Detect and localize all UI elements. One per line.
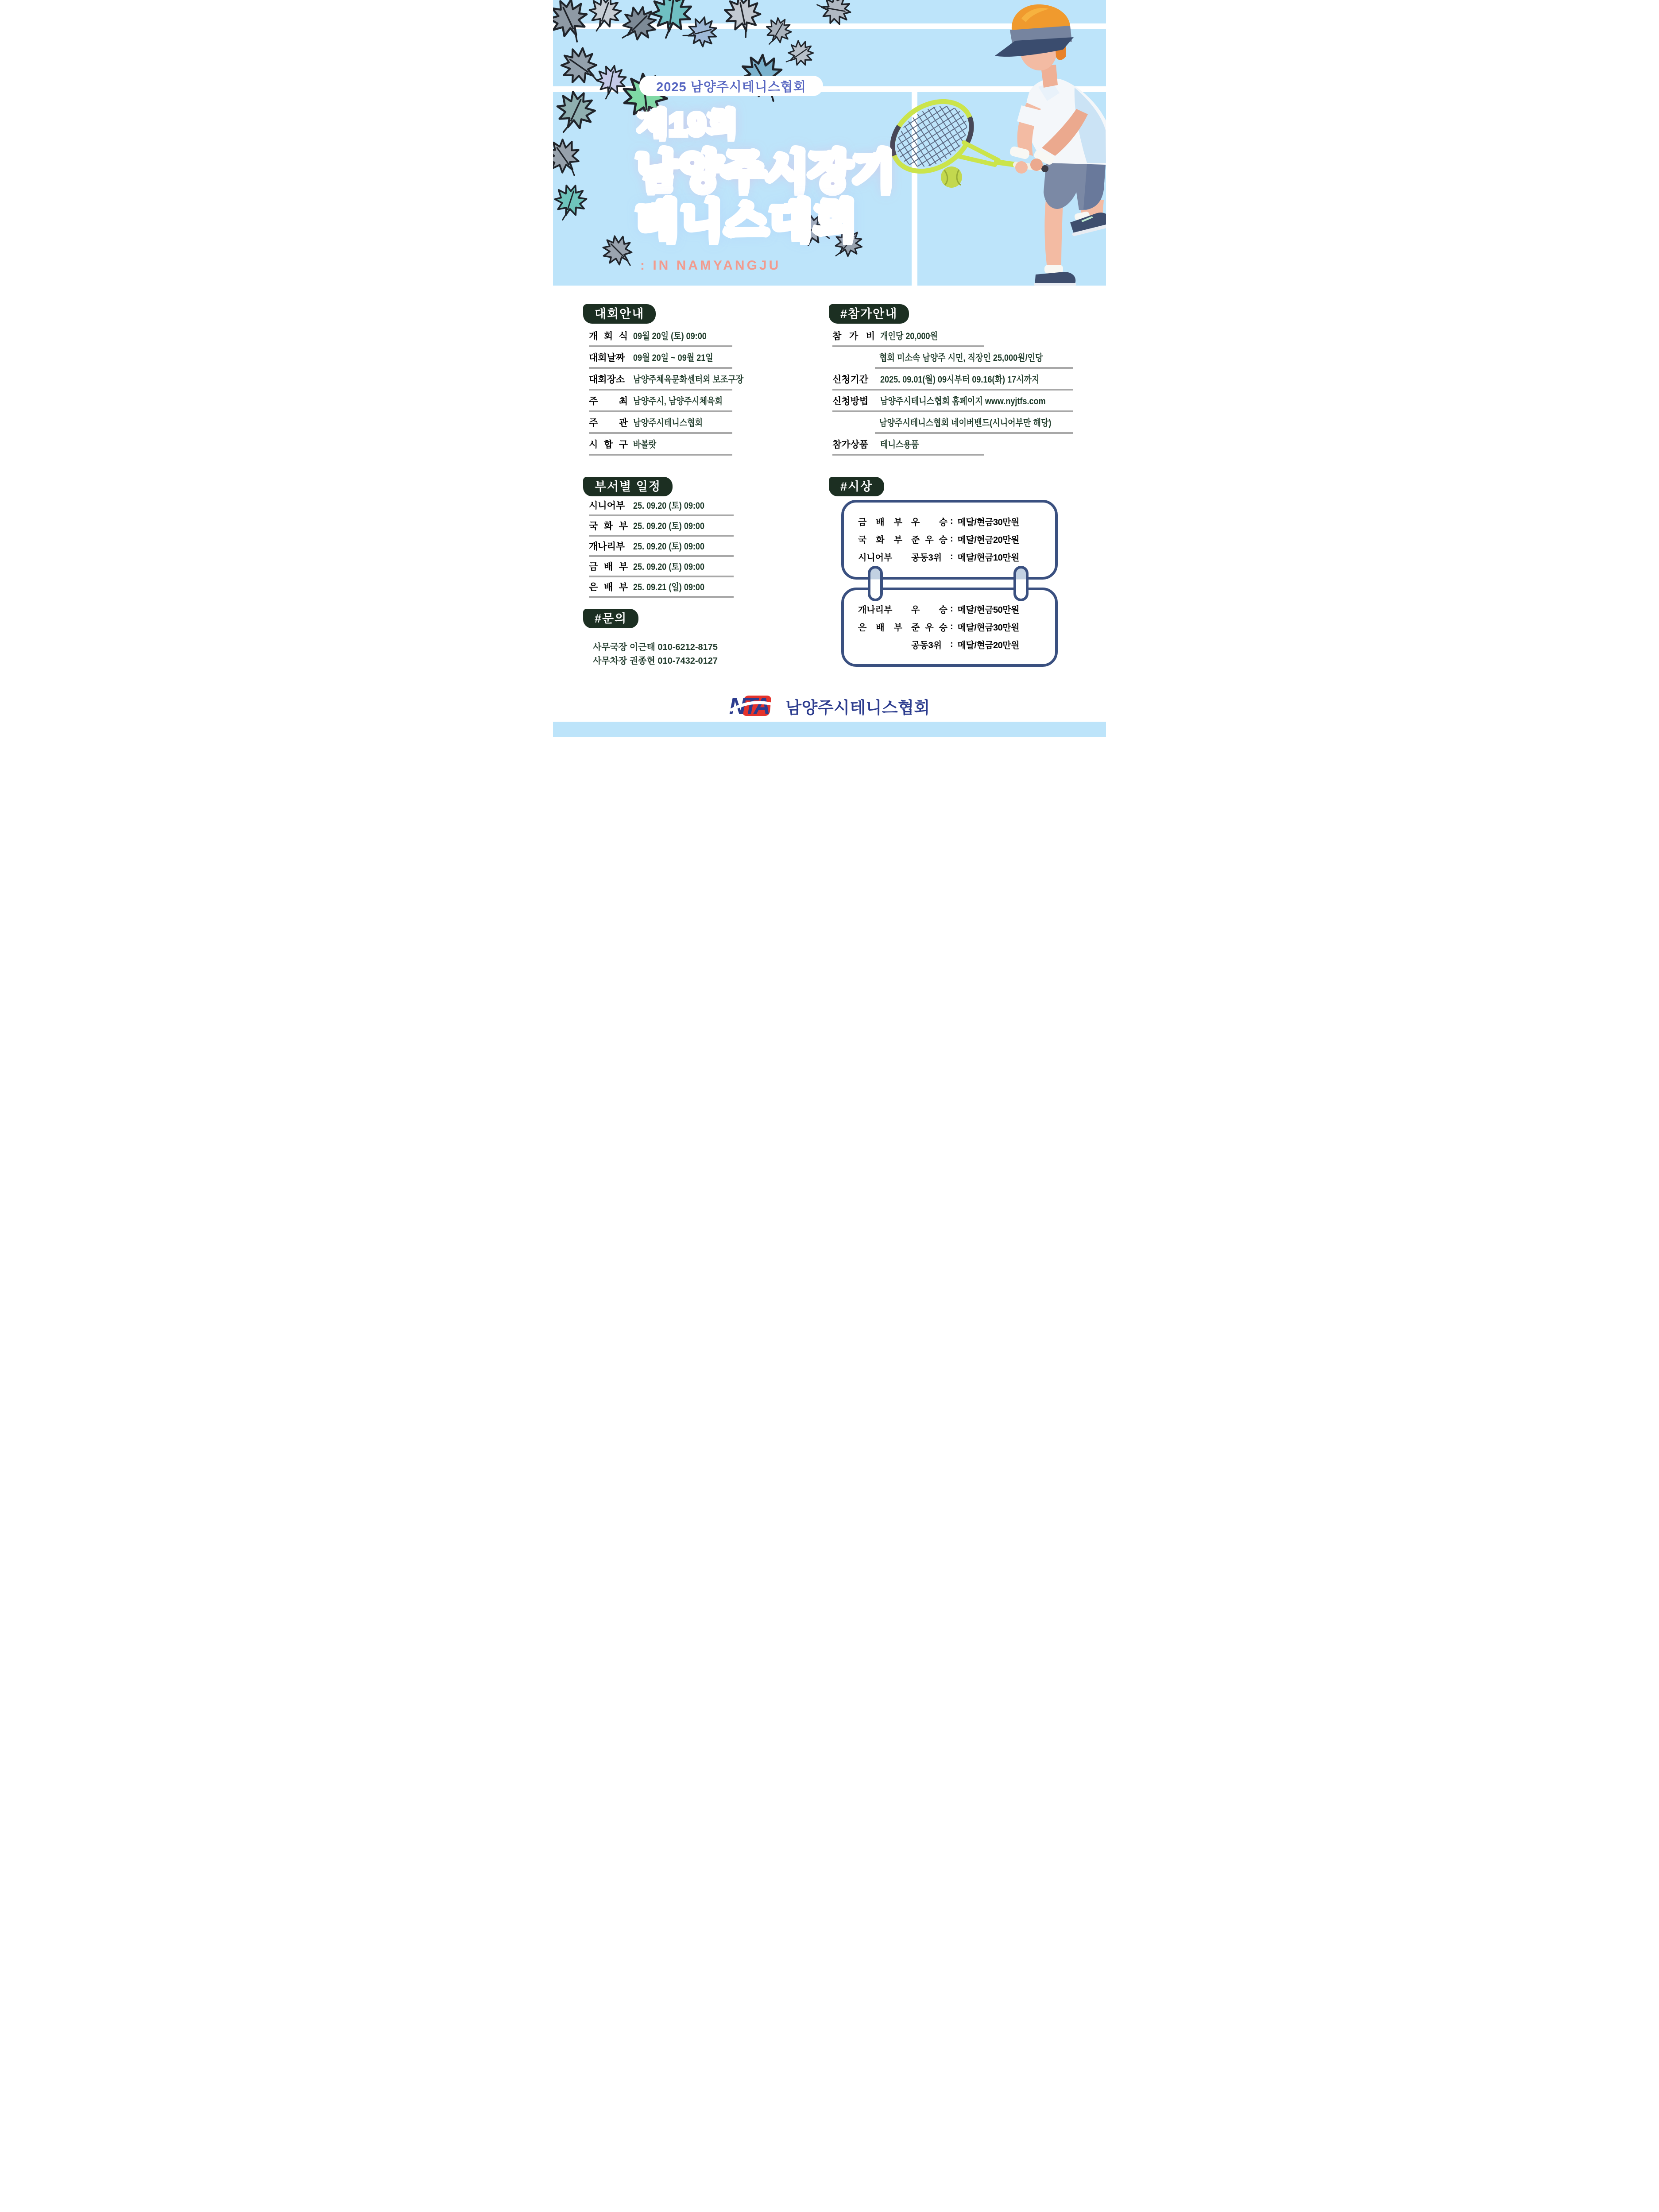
- tennis-ball-icon: [941, 166, 962, 188]
- title-line-2: 남양주시장기 남양주시장기: [636, 150, 896, 193]
- participation-row: [875, 412, 1073, 434]
- tennis-player-illustration: [995, 4, 1106, 286]
- participation-row: [875, 347, 1073, 369]
- info-row: [589, 412, 732, 434]
- row-value: 남양주시테니스협회 네이버밴드(시니어부만 해당): [879, 418, 1052, 428]
- info-row: [589, 325, 732, 347]
- award-colon: :: [950, 639, 953, 649]
- row-label: 금 배 부: [589, 562, 628, 572]
- award-colon: :: [950, 603, 953, 614]
- row-label: 주 최: [589, 396, 628, 406]
- row-label: 시 합 구: [589, 439, 628, 450]
- row-label: 시니어부: [589, 501, 625, 511]
- section-header-participation: #참가안내: [829, 304, 909, 324]
- row-value: 25. 09.21 (일) 09:00: [633, 582, 705, 592]
- award-prize: 메달/현금30만원: [957, 623, 1019, 633]
- contact-line: 사무국장 이근태 010-6212-8175: [593, 642, 718, 652]
- binder-ring-icon: [868, 566, 883, 601]
- participation-row: [832, 369, 1073, 391]
- participation-rows: [832, 325, 1073, 456]
- nta-letters: NTA: [729, 695, 768, 718]
- award-division: 개나리부: [858, 605, 893, 615]
- row-label: 대회장소: [589, 374, 625, 385]
- award-row: [858, 600, 1055, 618]
- section-header-contact: #문의: [583, 609, 638, 628]
- row-label: 신청방법: [832, 396, 869, 406]
- award-place: 준 우 승: [911, 535, 947, 545]
- player-hand: [1030, 159, 1043, 171]
- award-colon: :: [950, 621, 953, 631]
- hero-section: [553, 0, 1106, 286]
- row-label: 참가상품: [832, 439, 869, 450]
- player-hand: [1015, 161, 1028, 174]
- schedule-row: [589, 516, 734, 537]
- award-row: [858, 512, 1055, 530]
- row-value: 25. 09.20 (토) 09:00: [633, 521, 705, 531]
- award-prize: 메달/현금20만원: [957, 535, 1019, 545]
- award-prize: 메달/현금20만원: [957, 640, 1019, 650]
- section-header-awards: #시상: [829, 477, 884, 496]
- row-value: 25. 09.20 (토) 09:00: [633, 562, 705, 572]
- award-colon: :: [950, 516, 953, 526]
- row-label: 참 가 비: [832, 331, 875, 341]
- hero-year-badge-label: 2025 남양주시테니스협회: [656, 80, 806, 94]
- award-place: 우 승: [911, 517, 947, 527]
- schedule-row: [589, 496, 734, 516]
- info-rows: [589, 325, 744, 456]
- title-line-1: 제19회 제19회: [638, 109, 739, 140]
- nta-logo-mark: [729, 695, 781, 718]
- section-header-info: 대회안내: [583, 304, 656, 324]
- footer-strip: [553, 722, 1106, 737]
- row-value: 테니스용품: [880, 439, 919, 450]
- row-value: 개인당 20,000원: [880, 331, 938, 341]
- row-value: 25. 09.20 (토) 09:00: [633, 501, 705, 511]
- participation-row: [832, 325, 984, 347]
- award-row: [858, 618, 1055, 635]
- award-place: 우 승: [911, 605, 947, 615]
- award-prize: 메달/현금30만원: [957, 517, 1019, 527]
- row-value: 남양주체육문화센터외 보조구장: [633, 374, 744, 385]
- award-prize: 메달/현금10만원: [957, 553, 1019, 563]
- award-division: 시니어부: [858, 553, 893, 563]
- schedule-rows: [589, 496, 734, 598]
- row-label: 국 화 부: [589, 521, 628, 531]
- award-place: 공동3위: [911, 553, 942, 563]
- award-place: 공동3위: [911, 640, 942, 650]
- row-label: 신청기간: [832, 374, 869, 385]
- contact-lines: [593, 641, 718, 668]
- info-row: [589, 369, 744, 391]
- row-value: 09월 20일 ~ 09월 21일: [633, 352, 713, 363]
- schedule-row: [589, 577, 734, 598]
- award-division: 은 배 부: [858, 623, 902, 633]
- section-header-schedule: 부서별 일정: [583, 477, 673, 496]
- row-value: 09월 20일 (토) 09:00: [633, 331, 707, 341]
- row-label: 개 회 식: [589, 331, 628, 341]
- row-value: 남양주시테니스협회: [633, 418, 703, 428]
- row-value: 바볼랏: [633, 439, 657, 450]
- award-row: [858, 548, 1055, 565]
- schedule-row: [589, 537, 734, 557]
- participation-row: [832, 434, 984, 456]
- award-row: [858, 530, 1055, 548]
- tournament-poster: [553, 0, 1106, 737]
- hero-year-badge: [639, 76, 823, 96]
- row-value: 25. 09.20 (토) 09:00: [633, 541, 705, 552]
- hero-subtitle: : IN NAMYANGJU: [640, 258, 781, 273]
- award-prize: 메달/현금50만원: [957, 605, 1019, 615]
- row-label: 개나리부: [589, 541, 625, 552]
- row-label: 은 배 부: [589, 582, 628, 592]
- binder-ring-icon: [1013, 566, 1029, 601]
- award-colon: :: [950, 551, 953, 561]
- info-row: [589, 434, 732, 456]
- row-value: 협회 미소속 남양주 시민, 직장인 25,000원/인당: [879, 352, 1043, 363]
- row-label: 대회날짜: [589, 352, 625, 363]
- award-colon: :: [950, 534, 953, 544]
- row-value: 2025. 09.01(월) 09시부터 09.16(화) 17시까지: [880, 374, 1040, 385]
- contact-line: 사무차장 권종현 010-7432-0127: [593, 656, 718, 666]
- title-line-3: 테니스대회 테니스대회: [636, 199, 859, 243]
- association-name: 남양주시테니스협회: [785, 699, 930, 717]
- award-division: 국 화 부: [858, 535, 902, 545]
- award-division: 금 배 부: [858, 517, 902, 527]
- info-row: [589, 347, 732, 369]
- association-logo: [729, 694, 930, 718]
- row-value: 남양주시테니스협회 홈페이지 www.nyjtfs.com: [880, 396, 1046, 406]
- row-value: 남양주시, 남양주시체육회: [633, 396, 723, 406]
- award-place: 준 우 승: [911, 623, 947, 633]
- info-row: [589, 391, 732, 412]
- award-row: [858, 635, 1055, 653]
- row-label: 주 관: [589, 418, 628, 428]
- schedule-row: [589, 557, 734, 577]
- participation-row: [832, 391, 1073, 412]
